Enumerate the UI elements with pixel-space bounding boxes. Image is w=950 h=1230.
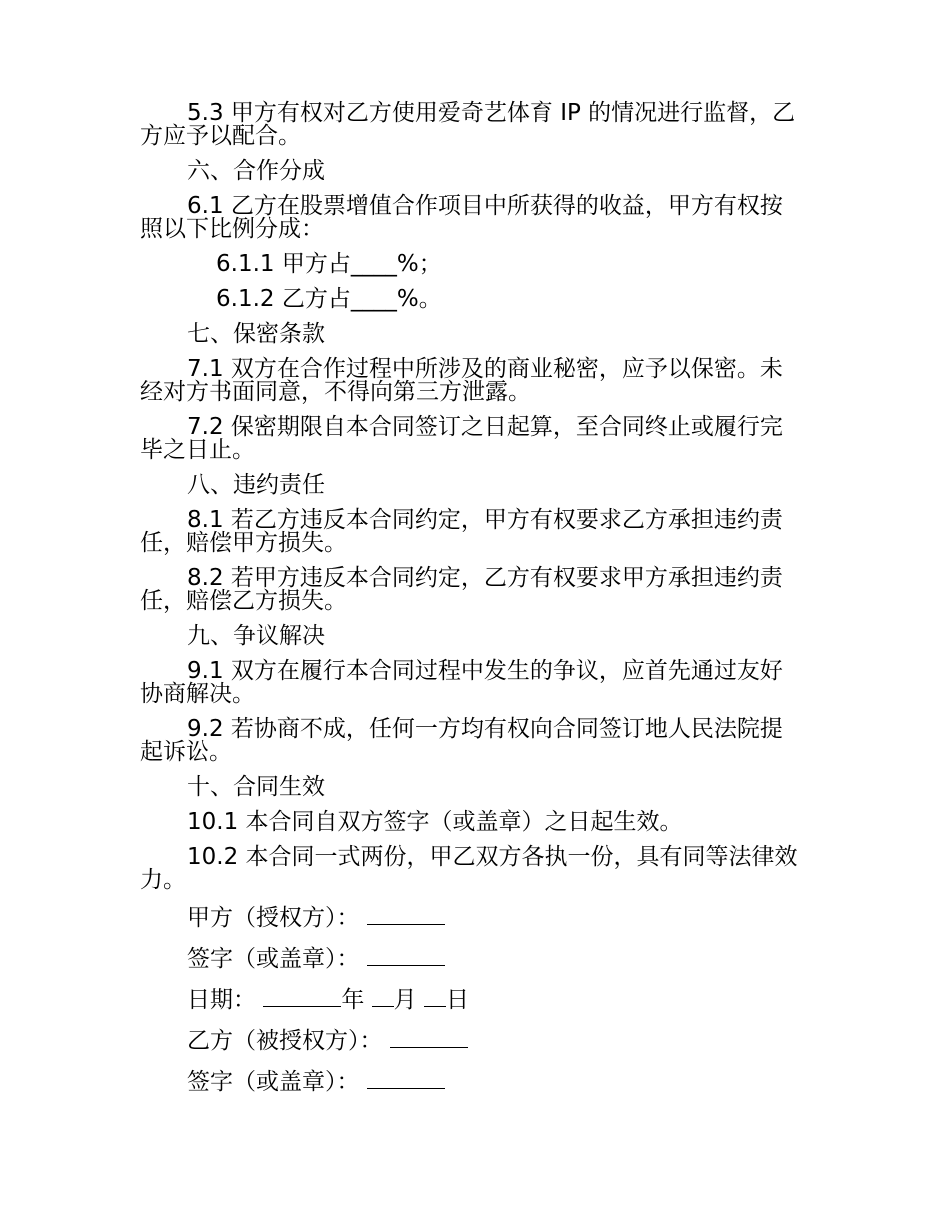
clause-8-1: 8.1 若乙方违反本合同约定，甲方有权要求乙方承担违约责任，赔偿甲方损失。 xyxy=(140,507,783,556)
year-blank[interactable] xyxy=(263,986,341,1007)
year-label: 年 xyxy=(341,987,365,1013)
clause-7-1: 7.1 双方在合作过程中所涉及的商业秘密，应予以保密。未经对方书面同意，不得向第三方泄露。 xyxy=(140,356,783,405)
clause-10-2: 10.2 本合同一式两份，甲乙双方各执一份，具有同等法律效力。 xyxy=(140,844,798,893)
party-b-label: 乙方（被授权方）： xyxy=(187,1028,383,1054)
clause-5-3: 5.3 甲方有权对乙方使用爱奇艺体育 IP 的情况进行监督，乙方应予以配合。 xyxy=(140,100,796,149)
sign-b-blank[interactable] xyxy=(367,1068,445,1089)
day-blank[interactable] xyxy=(424,986,446,1007)
date-line xyxy=(140,986,805,1012)
party-a-blank[interactable] xyxy=(367,904,445,925)
sign-a-label: 签字（或盖章）： xyxy=(187,946,360,972)
section-heading-7: 七、保密条款 xyxy=(187,321,325,347)
month-blank[interactable] xyxy=(372,986,394,1007)
clause-6-1: 6.1 乙方在股票增值合作项目中所获得的收益，甲方有权按照以下比例分成： xyxy=(140,193,783,242)
party-b-line xyxy=(140,1027,805,1053)
day-label: 日 xyxy=(445,987,469,1013)
party-a-label: 甲方（授权方）： xyxy=(187,905,360,931)
party-b-blank[interactable] xyxy=(390,1027,468,1048)
section-heading-10: 十、合同生效 xyxy=(187,774,325,800)
party-a-line xyxy=(140,904,805,930)
month-label: 月 xyxy=(393,987,417,1013)
contract-body xyxy=(140,102,805,1109)
sign-b-label: 签字（或盖章）： xyxy=(187,1069,360,1095)
clause-6-1-2: 6.1.2 乙方占____%。 xyxy=(216,286,442,312)
clause-9-1: 9.1 双方在履行本合同过程中发生的争议，应首先通过友好协商解决。 xyxy=(140,658,783,707)
section-heading-9: 九、争议解决 xyxy=(187,623,325,649)
sign-a-line xyxy=(140,945,805,971)
sign-b-line xyxy=(140,1068,805,1094)
clause-8-2: 8.2 若甲方违反本合同约定，乙方有权要求甲方承担违约责任，赔偿乙方损失。 xyxy=(140,565,783,614)
clause-10-1: 10.1 本合同自双方签字（或盖章）之日起生效。 xyxy=(187,809,683,835)
section-heading-6: 六、合作分成 xyxy=(187,158,325,184)
clause-6-1-1: 6.1.1 甲方占____%； xyxy=(216,251,442,277)
section-heading-8: 八、违约责任 xyxy=(187,472,325,498)
date-label: 日期： xyxy=(187,987,256,1013)
clause-7-2: 7.2 保密期限自本合同签订之日起算，至合同终止或履行完毕之日止。 xyxy=(140,414,783,463)
sign-a-blank[interactable] xyxy=(367,945,445,966)
clause-9-2: 9.2 若协商不成，任何一方均有权向合同签订地人民法院提起诉讼。 xyxy=(140,716,783,765)
